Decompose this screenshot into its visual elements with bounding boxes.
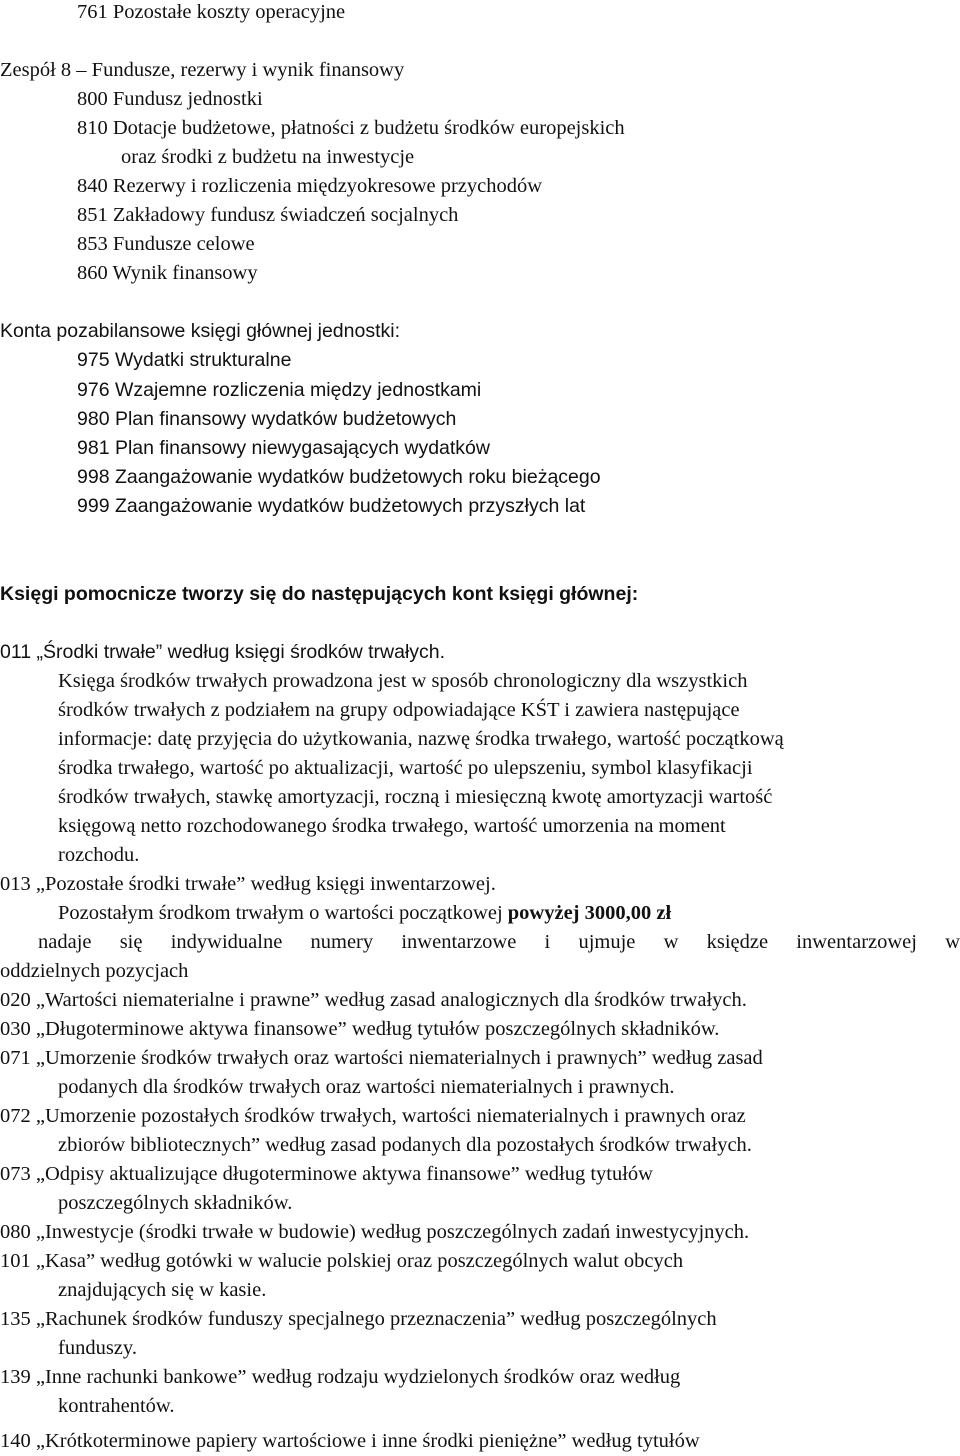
account-853: 853 Fundusze celowe <box>77 233 255 255</box>
entry-135-cont: funduszy. <box>58 1337 137 1359</box>
entry-013: 013 „Pozostałe środki trwałe” według księgi inwentarzowej. <box>0 873 496 895</box>
entry-011-desc-line: środków trwałych, stawkę amortyzacji, roczną i miesięczną kwotę amortyzacji wartość <box>58 786 773 808</box>
entry-013-paragraph <box>58 901 671 925</box>
entry-011-desc-line: środków trwałych z podziałem na grupy odpowiadające KŚT i zawiera następujące <box>58 699 740 721</box>
entry-140: 140 „Krótkoterminowe papiery wartościowe i inne środki pieniężne” według tytułów <box>0 1430 700 1452</box>
account-981: 981 Plan finansowy niewygasających wydatków <box>77 437 490 459</box>
entry-135: 135 „Rachunek środków funduszy specjalnego przeznaczenia” według poszczególnych <box>0 1308 717 1330</box>
account-976: 976 Wzajemne rozliczenia między jednostkami <box>77 379 482 401</box>
entry-072-cont: zbiorów bibliotecznych” według zasad podanych dla pozostałych środków trwałych. <box>58 1134 752 1156</box>
entry-101: 101 „Kasa” według gotówki w walucie polskiej oraz poszczególnych walut obcych <box>0 1250 684 1272</box>
section-heading-ksiegi-pomocnicze: Księgi pomocnicze tworzy się do następujących kont księgi głównej: <box>0 583 639 605</box>
account-851: 851 Zakładowy fundusz świadczeń socjalnych <box>77 204 459 226</box>
entry-073-cont: poszczególnych składników. <box>58 1192 293 1214</box>
entry-101-cont: znajdujących się w kasie. <box>58 1279 267 1301</box>
entry-080: 080 „Inwestycje (środki trwałe w budowie) według poszczególnych zadań inwestycyjnych. <box>0 1221 750 1243</box>
account-980: 980 Plan finansowy wydatków budżetowych <box>77 408 457 430</box>
entry-011-desc-line: środka trwałego, wartość po aktualizacji, wartość po ulepszeniu, symbol klasyfikacji <box>58 757 753 779</box>
entry-011: 011 „Środki trwałe” według księgi środków trwałych. <box>0 641 446 663</box>
account-999: 999 Zaangażowanie wydatków budżetowych przyszłych lat <box>77 495 586 517</box>
entry-071: 071 „Umorzenie środków trwałych oraz wartości niematerialnych i prawnych” według zasad <box>0 1047 763 1069</box>
section-heading-pozabilansowe: Konta pozabilansowe księgi głównej jednostki: <box>0 320 400 342</box>
entry-011-desc-line: informacje: datę przyjęcia do użytkowania, nazwę środka trwałego, wartość początkową <box>58 728 784 750</box>
entry-011-desc-line: księgową netto rozchodowanego środka trwałego, wartość umorzenia na moment <box>58 815 726 837</box>
section-heading-zespol-8: Zespół 8 – Fundusze, rezerwy i wynik finansowy <box>0 59 405 81</box>
account-840: 840 Rezerwy i rozliczenia międzyokresowe przychodów <box>77 175 543 197</box>
account-800: 800 Fundusz jednostki <box>77 88 263 110</box>
entry-011-desc-line: rozchodu. <box>58 844 140 866</box>
entry-073: 073 „Odpisy aktualizujące długoterminowe aktywa finansowe” według tytułów <box>0 1163 653 1185</box>
account-761: 761 Pozostałe koszty operacyjne <box>77 1 346 23</box>
entry-071-cont: podanych dla środków trwałych oraz wartości niematerialnych i prawnych. <box>58 1076 675 1098</box>
account-810-continuation: oraz środki z budżetu na inwestycje <box>121 146 415 168</box>
entry-013-text: Pozostałym środkom trwałym o wartości początkowej <box>58 902 508 924</box>
entry-011-desc-line: Księga środków trwałych prowadzona jest w sposób chronologiczny dla wszystkich <box>58 670 748 692</box>
account-998: 998 Zaangażowanie wydatków budżetowych roku bieżącego <box>77 466 601 488</box>
entry-013-paragraph-end: oddzielnych pozycjach <box>0 960 189 982</box>
entry-020: 020 „Wartości niematerialne i prawne” według zasad analogicznych dla środków trwałych. <box>0 989 747 1011</box>
account-975: 975 Wydatki strukturalne <box>77 349 292 371</box>
account-810: 810 Dotacje budżetowe, płatności z budżetu środków europejskich <box>77 117 625 139</box>
entry-072: 072 „Umorzenie pozostałych środków trwałych, wartości niematerialnych i prawnych oraz <box>0 1105 746 1127</box>
entry-013-paragraph-cont: nadaje się indywidualne numery inwentarzowe i ujmuje w księdze inwentarzowej w <box>38 931 960 953</box>
account-860: 860 Wynik finansowy <box>77 262 258 284</box>
entry-013-threshold: powyżej 3000,00 zł <box>507 902 672 924</box>
entry-030: 030 „Długoterminowe aktywa finansowe” według tytułów poszczególnych składników. <box>0 1018 720 1040</box>
entry-139: 139 „Inne rachunki bankowe” według rodzaju wydzielonych środków oraz według <box>0 1366 681 1388</box>
entry-139-cont: kontrahentów. <box>58 1395 175 1417</box>
